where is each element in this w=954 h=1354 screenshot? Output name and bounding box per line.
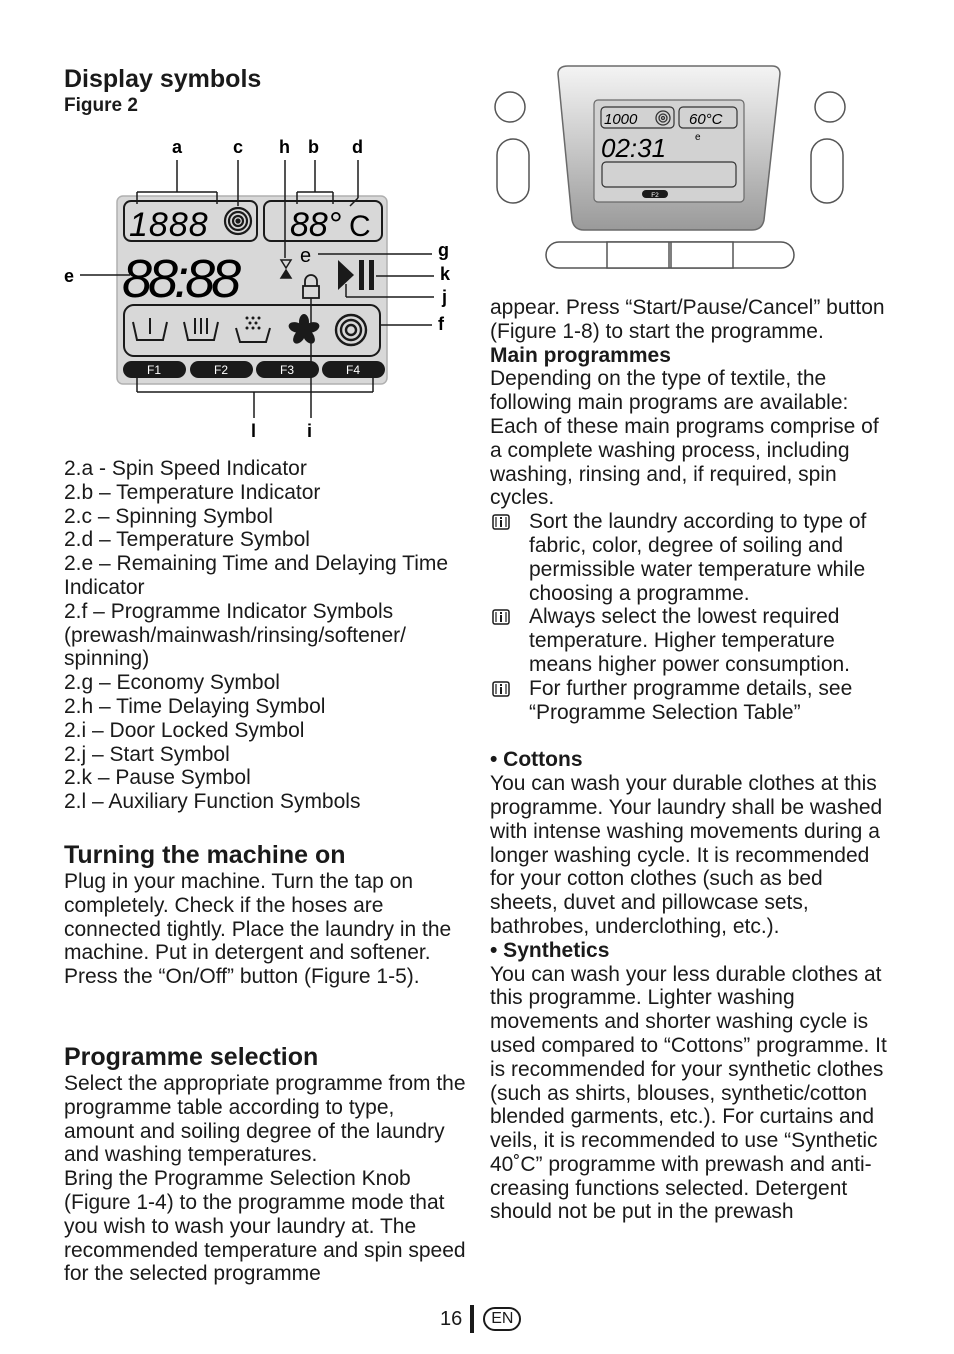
info-item: [490, 677, 890, 725]
legend-item: 2.f – Programme Indicator Symbols (prewash/mainwash/rinsing/softener/ spinning): [64, 599, 406, 671]
programme-selection-text-2: Bring the Programme Selection Knob (Figure 1-4) to the programme mode that you wish to wash your laundry at. The recommended temperature and spin speed for the selected programme: [64, 1167, 466, 1286]
legend-item: 2.j – Start Symbol: [64, 742, 230, 766]
programme-selection-section: [64, 1042, 468, 1286]
symbol-legend-list: [64, 457, 468, 814]
info-text: Sort the laundry according to type of fabric, color, degree of soiling and permissible water temperature while choosing a programme.: [529, 510, 867, 605]
right-column: [490, 296, 890, 1224]
programme-selection-text-1: Select the appropriate programme from the programme table according to type, amount and soiling degree of the laundry and washing temperatures.: [64, 1072, 466, 1167]
label-f: f: [438, 314, 444, 334]
legend-item: 2.i – Door Locked Symbol: [64, 718, 305, 742]
label-i: i: [307, 421, 313, 441]
label-a: a: [172, 137, 183, 157]
f1-label: F1: [146, 363, 162, 377]
right-bottom-button-icon: [811, 139, 843, 203]
legend-item: 2.l – Auxiliary Function Symbols: [64, 790, 361, 814]
turning-on-section: [64, 840, 468, 989]
panel-f2-label: F2: [651, 192, 659, 199]
label-k: k: [440, 264, 451, 284]
info-icon: [492, 609, 510, 625]
f4-label: F4: [345, 363, 361, 377]
info-icon: [492, 514, 510, 530]
legend-item: 2.b – Temperature Indicator: [64, 480, 321, 504]
temp-unit: C: [349, 210, 371, 243]
panel-time: 02:31: [601, 133, 667, 163]
legend-item: 2.k – Pause Symbol: [64, 766, 251, 790]
info-item: [490, 510, 890, 605]
programme-selection-title: Programme selection: [64, 1043, 319, 1071]
left-bottom-button-icon: [497, 139, 529, 203]
label-l: l: [251, 421, 257, 441]
label-c: c: [233, 137, 244, 157]
spin-symbol-icon: [225, 208, 251, 234]
legend-item: 2.e – Remaining Time and Delaying Time Indicator: [64, 552, 449, 599]
label-g: g: [438, 240, 449, 260]
display-symbols-title: Display symbols: [64, 65, 262, 93]
label-h: h: [279, 137, 290, 157]
page-number: 16: [440, 1307, 463, 1330]
f3-label: F3: [279, 363, 295, 377]
figure-label: Figure 2: [64, 95, 138, 116]
label-e: e: [64, 266, 75, 286]
eco-symbol: e: [300, 245, 312, 267]
f2-label: F2: [213, 363, 229, 377]
turning-on-text: Plug in your machine. Turn the tap on completely. Check if the hoses are connected tightly. Place the laundry in the machine. Put in detergent and softener. Press the “On/Off” button (Figure 1-5).: [64, 870, 452, 989]
footer-divider: [470, 1305, 474, 1333]
page-footer: [440, 1304, 521, 1334]
legend-item: 2.h – Time Delaying Symbol: [64, 694, 326, 718]
cottons-text: You can wash your durable clothes at this programme. Your laundry shall be washed with intense washing movements during a longer washing cycle. It is recommended for your cotton clothes (such as bed sheets, duvet and pillowcase sets, bathrobes, underclothing, etc.).: [490, 772, 883, 938]
temp-digits: 88°: [290, 206, 342, 244]
legend-item: 2.d – Temperature Symbol: [64, 528, 310, 552]
synthetics-heading: • Synthetics: [490, 938, 610, 962]
legend-item: 2.g – Economy Symbol: [64, 671, 280, 695]
main-programmes-heading: Main programmes: [490, 343, 671, 367]
spin-digits: 1888: [129, 206, 209, 244]
continue-text: appear. Press “Start/Pause/Cancel” button (Figure 1-8) to start the programme.: [490, 296, 885, 343]
panel-spin: 1000: [604, 111, 638, 128]
label-j: j: [442, 287, 448, 307]
panel-button-strip: [546, 242, 794, 268]
panel-strip-button: [607, 242, 669, 268]
panel-strip-button: [671, 242, 733, 268]
right-top-button-icon: [815, 92, 845, 122]
left-top-button-icon: [495, 92, 525, 122]
label-d: d: [352, 137, 363, 157]
synthetics-text: You can wash your less durable clothes at this programme. Lighter washing movements and shorter washing cycle is used compared to “Cottons” programme. It is recommended for your synthetic clothes (such as shirts, blouses, synthetic/cotton blended garments, etc.). For curtains and veils, it is recommended to use “Synthetic 40˚C” programme with prewash and anti-creasing functions selected. Detergent should not be put in the prewash: [490, 962, 887, 1224]
info-text: For further programme details, see “Programme Selection Table”: [529, 676, 853, 724]
legend-item: 2.c – Spinning Symbol: [64, 504, 273, 528]
language-badge: EN: [483, 1307, 521, 1331]
panel-temp: 60°C: [689, 111, 723, 128]
time-digits: 88:88: [122, 249, 238, 309]
info-text: Always select the lowest required temperature. Higher temperature means higher power consumption.: [529, 605, 851, 676]
label-b: b: [308, 137, 319, 157]
control-panel-illustration: [490, 62, 850, 274]
display-symbols-section: [64, 64, 468, 118]
info-icon: [492, 681, 510, 697]
info-item: [490, 605, 890, 676]
turning-on-title: Turning the machine on: [64, 841, 346, 869]
main-programmes-text: Depending on the type of textile, the following main programs are available: Each of these main programs comprise of a complete washing process, including washing, rinsing and, if required, spin cycles.: [490, 367, 879, 510]
panel-eco: e: [695, 132, 701, 143]
cottons-heading: • Cottons: [490, 748, 583, 772]
display-diagram: [60, 134, 470, 444]
legend-item: 2.a - Spin Speed Indicator: [64, 457, 307, 480]
